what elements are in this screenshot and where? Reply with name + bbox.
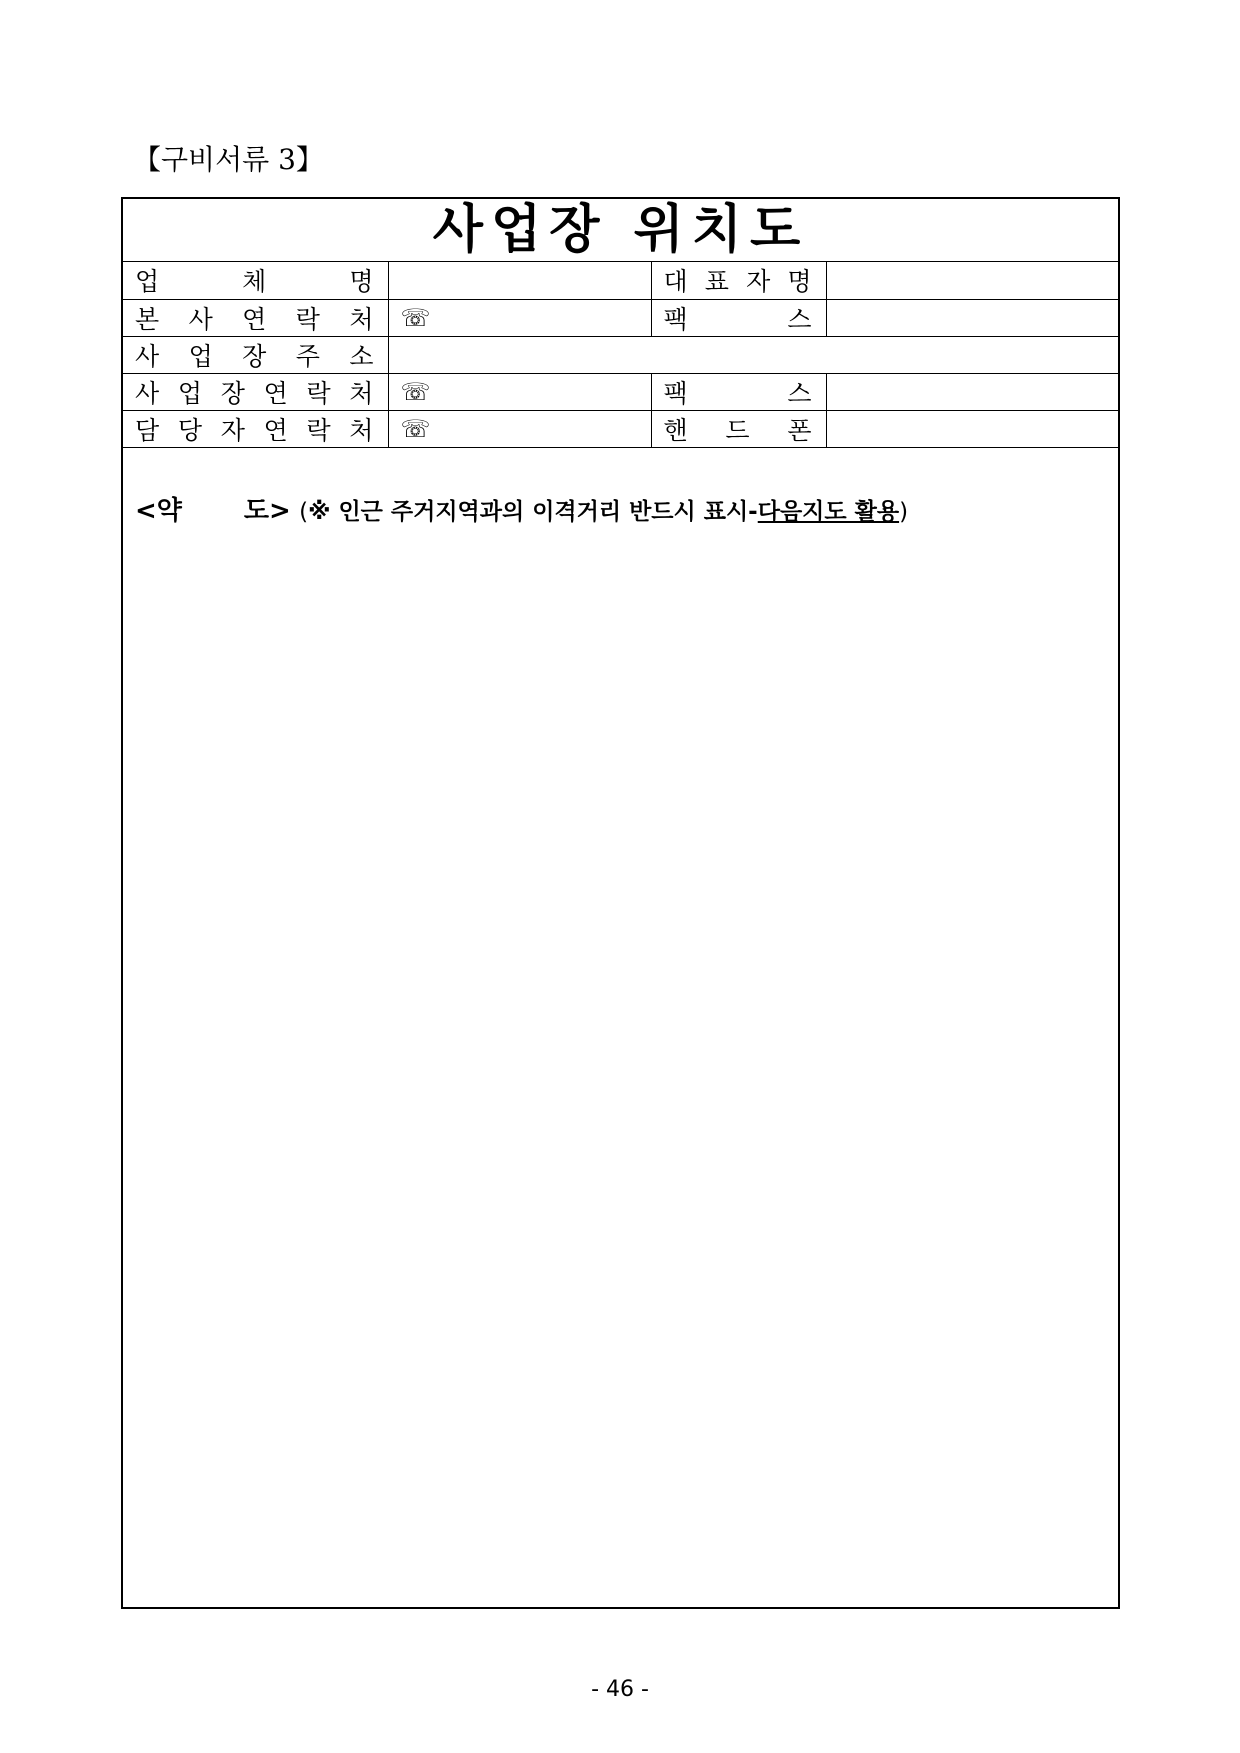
table-row-site-address	[123, 336, 1118, 373]
table-row-head-office-contact	[123, 299, 1118, 336]
mobile-phone-label: 핸 드 폰	[651, 410, 826, 447]
manager-contact-field[interactable]	[388, 410, 651, 447]
table-row-site-contact	[123, 373, 1118, 410]
page-number: - 46 -	[591, 1677, 649, 1702]
sketch-map-area[interactable]	[123, 539, 1118, 1607]
site-address-field[interactable]	[388, 336, 1118, 373]
telephone-icon: ☏	[400, 415, 431, 443]
head-office-contact-field[interactable]	[388, 299, 651, 336]
head-office-fax-label: 팩 스	[651, 299, 826, 336]
sketch-map-heading: <약 도> (※ 인근 주거지역과의 이격거리 반드시 표시-다음지도 활용)	[135, 496, 909, 526]
representative-name-field[interactable]	[826, 262, 1118, 299]
site-fax-field[interactable]	[826, 373, 1118, 410]
telephone-icon: ☏	[400, 304, 431, 332]
manager-contact-label: 담 당 자 연 락 처	[123, 410, 388, 447]
table-row-company-name	[123, 262, 1118, 299]
reference-mark-icon: ※	[308, 499, 331, 525]
business-info-table	[123, 262, 1118, 448]
site-contact-field[interactable]	[388, 373, 651, 410]
site-fax-label: 팩 스	[651, 373, 826, 410]
table-row-manager-contact	[123, 410, 1118, 447]
telephone-icon: ☏	[400, 378, 431, 406]
document-label: 【구비서류 3】	[133, 143, 324, 176]
company-name-field[interactable]	[388, 262, 651, 299]
head-office-contact-label: 본 사 연 락 처	[123, 299, 388, 336]
company-name-label: 업 체 명	[123, 262, 388, 299]
site-address-label: 사 업 장 주 소	[123, 336, 388, 373]
location-map-form	[121, 197, 1120, 1609]
mobile-phone-field[interactable]	[826, 410, 1118, 447]
sketch-map-note: (※ 인근 주거지역과의 이격거리 반드시 표시-다음지도 활용)	[299, 499, 909, 525]
representative-name-label: 대 표 자 명	[651, 262, 826, 299]
head-office-fax-field[interactable]	[826, 299, 1118, 336]
form-title: 사업장 위치도	[123, 199, 1118, 262]
site-contact-label: 사 업 장 연 락 처	[123, 373, 388, 410]
